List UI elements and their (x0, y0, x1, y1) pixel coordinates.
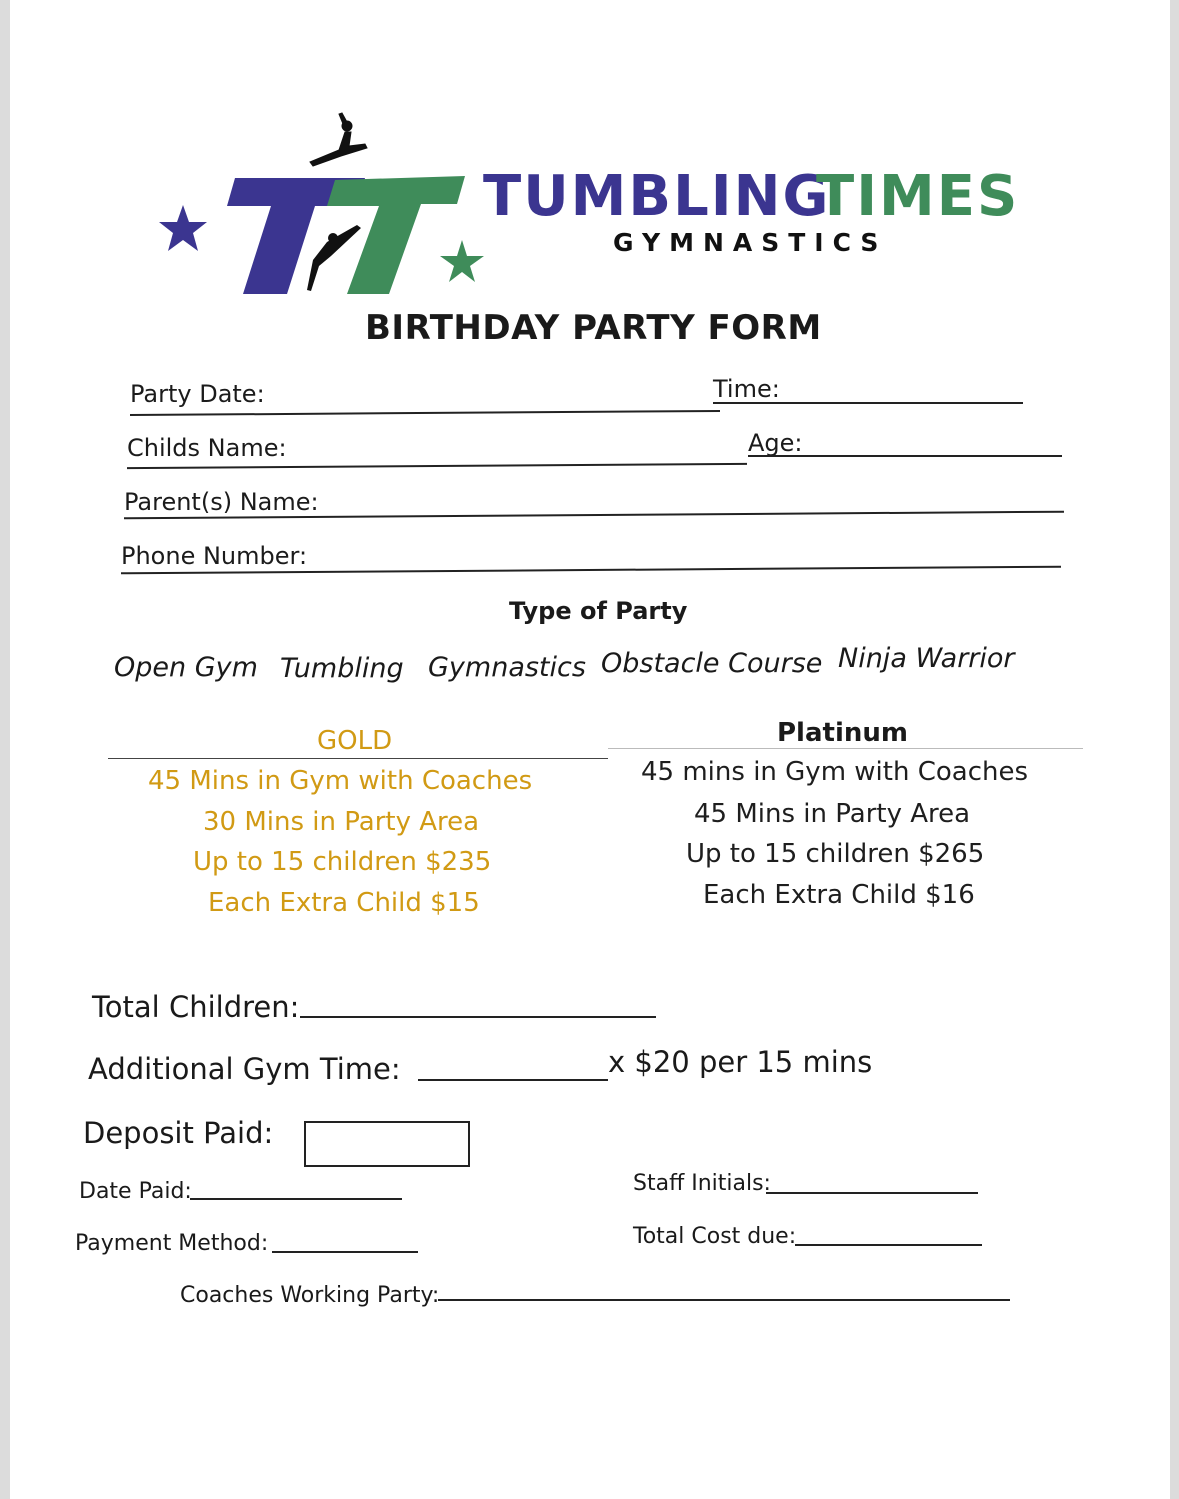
payment-method-field[interactable] (272, 1251, 418, 1253)
childs-name-field[interactable] (127, 463, 747, 469)
party-type-obstacle-course[interactable]: Obstacle Course (601, 648, 823, 679)
package-divider (108, 758, 608, 759)
parents-name-label: Parent(s) Name: (124, 488, 319, 516)
star-icon (440, 240, 484, 282)
platinum-line-gym: 45 mins in Gym with Coaches (641, 757, 1029, 787)
star-icon (159, 205, 207, 251)
deposit-paid-label: Deposit Paid: (83, 1116, 274, 1150)
page-title: BIRTHDAY PARTY FORM (365, 308, 822, 348)
payment-method-label: Payment Method: (75, 1231, 269, 1256)
staff-initials-field[interactable] (766, 1192, 978, 1194)
coaches-working-label: Coaches Working Party: (180, 1283, 440, 1308)
platinum-line-extra-child: Each Extra Child $16 (703, 880, 975, 910)
party-type-ninja-warrior[interactable]: Ninja Warrior (838, 643, 1015, 674)
party-date-label: Party Date: (130, 380, 265, 408)
age-label: Age: (748, 429, 803, 457)
age-field[interactable] (748, 455, 1062, 457)
logo-word-tumbling: TUMBLING (483, 164, 831, 229)
childs-name-label: Childs Name: (127, 434, 287, 462)
additional-rate-text: x $20 per 15 mins (608, 1045, 873, 1079)
platinum-line-party-area: 45 Mins in Party Area (694, 799, 971, 829)
gold-line-gym: 45 Mins in Gym with Coaches (148, 766, 533, 796)
logo-word-times: TIMES (816, 164, 1020, 229)
total-children-field[interactable] (300, 1016, 656, 1018)
time-field[interactable] (713, 402, 1023, 404)
logo-subtitle: GYMNASTICS (613, 228, 888, 257)
phone-number-label: Phone Number: (121, 542, 308, 570)
additional-gym-time-field[interactable] (418, 1079, 608, 1081)
total-children-label: Total Children: (92, 990, 300, 1024)
gymnast-silhouette-icon (310, 113, 367, 166)
package-divider (608, 748, 1083, 749)
coaches-working-field[interactable] (438, 1299, 1010, 1301)
staff-initials-label: Staff Initials: (633, 1171, 771, 1196)
time-label: Time: (713, 375, 780, 403)
tt-monogram-icon (135, 110, 495, 310)
party-type-tumbling[interactable]: Tumbling (280, 653, 404, 684)
date-paid-label: Date Paid: (79, 1179, 192, 1204)
additional-gym-time-label: Additional Gym Time: (88, 1052, 401, 1086)
date-paid-field[interactable] (190, 1198, 402, 1200)
form-page (10, 0, 1170, 1499)
gold-line-children: Up to 15 children $235 (193, 847, 492, 877)
deposit-paid-box[interactable] (304, 1121, 470, 1167)
party-type-open-gym[interactable]: Open Gym (114, 652, 258, 683)
package-platinum-name: Platinum (777, 718, 908, 748)
gold-line-extra-child: Each Extra Child $15 (208, 888, 480, 918)
party-date-field[interactable] (130, 410, 720, 416)
total-cost-due-label: Total Cost due: (633, 1224, 797, 1249)
total-cost-due-field[interactable] (795, 1244, 982, 1246)
party-type-heading: Type of Party (509, 597, 688, 625)
party-type-gymnastics[interactable]: Gymnastics (428, 652, 586, 683)
platinum-line-children: Up to 15 children $265 (686, 839, 985, 869)
gold-line-party-area: 30 Mins in Party Area (203, 807, 480, 837)
package-gold-name: GOLD (317, 726, 393, 756)
